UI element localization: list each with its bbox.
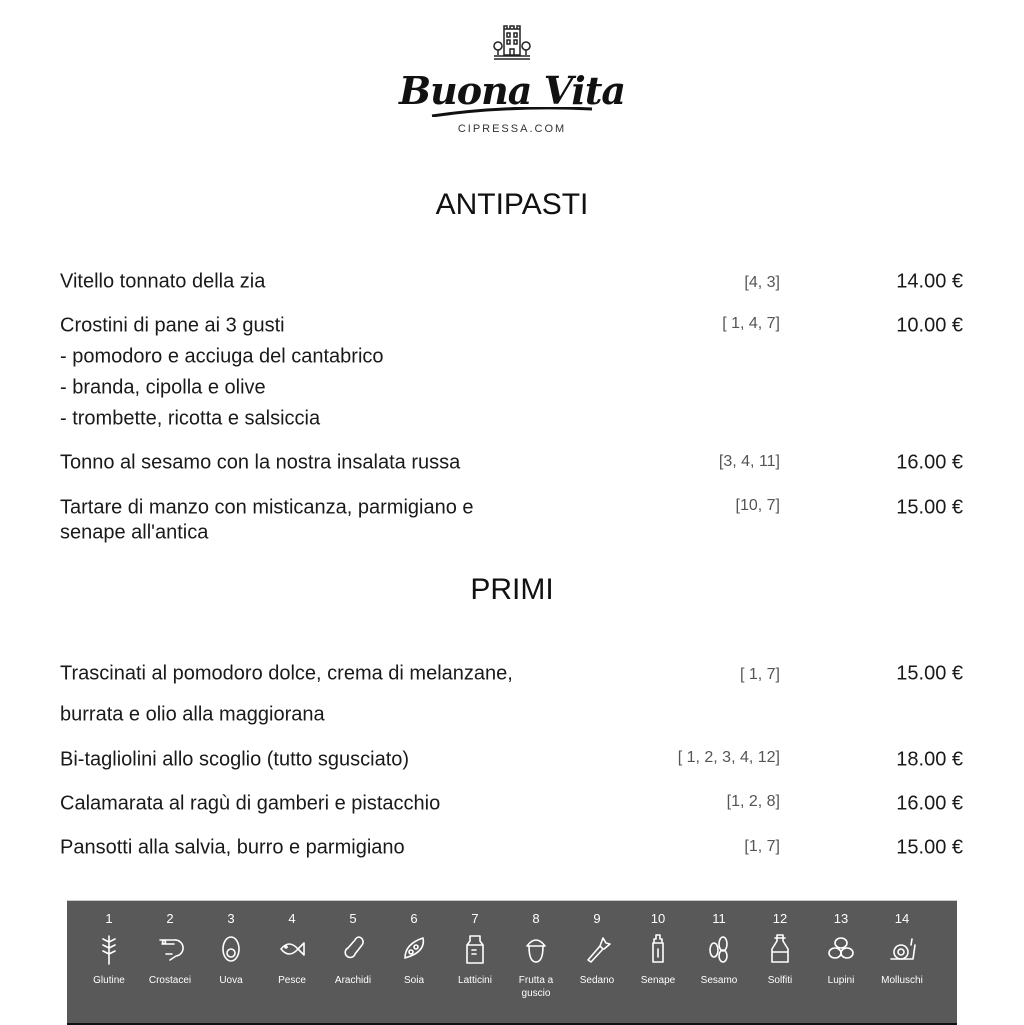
allergen-label: Soia — [403, 975, 424, 986]
allergen-latticini — [445, 911, 505, 987]
mustard-icon — [643, 932, 673, 966]
allergen-number: 11 — [712, 911, 726, 926]
sesame-icon — [704, 932, 734, 966]
menu-item-price: 15.00 € — [896, 662, 963, 685]
egg-icon — [216, 932, 246, 966]
section-title-antipasti: ANTIPASTI — [435, 188, 589, 221]
allergen-label: Senape — [640, 975, 676, 986]
allergen-label: Crostacei — [148, 975, 192, 986]
allergen-arachidi — [323, 911, 383, 987]
allergen-label: Uova — [219, 975, 243, 986]
allergen-legend — [67, 900, 957, 1025]
allergen-number: 9 — [593, 911, 601, 926]
soy-icon — [399, 932, 429, 966]
shrimp-icon — [155, 932, 185, 966]
allergen-number: 14 — [894, 911, 910, 926]
menu-item-allergens: [ 1, 2, 3, 4, 12] — [677, 749, 780, 766]
menu-item-name-cont: senape all'antica — [60, 521, 209, 544]
allergen-number: 10 — [650, 911, 666, 926]
milk-icon — [460, 932, 490, 966]
allergen-number: 8 — [532, 911, 540, 926]
peanut-icon — [338, 932, 368, 966]
menu-item-name: Calamarata al ragù di gamberi e pistacchio — [60, 792, 441, 815]
allergen-number: 5 — [349, 911, 357, 926]
allergen-label: Pesce — [278, 975, 306, 986]
snail-icon — [887, 932, 917, 966]
menu-item-allergens: [4, 3] — [744, 274, 780, 291]
menu-item-name: Trascinati al pomodoro dolce, crema di melanzane, — [60, 662, 513, 685]
nut-icon — [521, 932, 551, 966]
allergen-number: 12 — [772, 911, 788, 926]
allergen-number: 7 — [471, 911, 479, 926]
menu-item-price: 15.00 € — [896, 836, 963, 859]
allergen-lupini — [811, 911, 871, 987]
brand-name: Buona Vita — [399, 68, 625, 113]
allergen-glutine — [79, 911, 139, 987]
allergen-label: Lupini — [827, 975, 855, 986]
logo — [0, 25, 1024, 135]
allergen-crostacei — [140, 911, 200, 987]
allergen-label: Frutta a guscio — [518, 975, 554, 999]
logo-website: CIPRESSA.COM — [457, 123, 567, 135]
menu-item-name: Pansotti alla salvia, burro e parmigiano — [60, 836, 405, 859]
allergen-label: Molluschi — [881, 975, 923, 986]
sulphite-icon — [765, 932, 795, 966]
wheat-icon — [94, 932, 124, 966]
allergen-senape — [628, 911, 688, 987]
menu-item-price: 10.00 € — [896, 314, 963, 337]
allergen-label: Glutine — [93, 975, 125, 986]
allergen-soia — [384, 911, 444, 987]
menu-item-allergens: [1, 2, 8] — [726, 793, 780, 810]
menu-item-name: Crostini di pane ai 3 gusti — [60, 314, 285, 337]
menu-item-detail: - pomodoro e acciuga del cantabrico — [60, 345, 384, 368]
lupin-icon — [826, 932, 856, 966]
menu-item-price: 15.00 € — [896, 496, 963, 519]
menu-item-name: Bi-tagliolini allo scoglio (tutto sgusciato) — [60, 748, 410, 771]
allergen-uova — [201, 911, 261, 987]
allergen-number: 13 — [833, 911, 849, 926]
menu-item-name: Tonno al sesamo con la nostra insalata russa — [60, 451, 461, 474]
allergen-label: Arachidi — [334, 975, 372, 986]
allergen-number: 6 — [410, 911, 418, 926]
menu-item-allergens: [ 1, 4, 7] — [722, 315, 780, 332]
menu-item-detail: - trombette, ricotta e salsiccia — [60, 407, 321, 430]
allergen-number: 3 — [227, 911, 235, 926]
fish-icon — [277, 932, 307, 966]
allergen-pesce — [262, 911, 322, 987]
menu-item-name: Tartare di manzo con misticanza, parmigiano e — [60, 496, 474, 519]
allergen-label: Sesamo — [700, 975, 738, 986]
allergen-molluschi — [872, 911, 932, 987]
allergen-number: 4 — [288, 911, 296, 926]
allergen-label: Solfiti — [767, 975, 793, 986]
menu-item-price: 14.00 € — [896, 270, 963, 293]
allergen-sedano — [567, 911, 627, 987]
allergen-frutta-a-guscio — [506, 911, 566, 1000]
menu-item-allergens: [3, 4, 11] — [718, 453, 780, 470]
menu-item-allergens: [10, 7] — [735, 497, 780, 514]
celery-icon — [582, 932, 612, 966]
allergen-label: Sedano — [579, 975, 615, 986]
allergen-sesamo — [689, 911, 749, 987]
menu-item-allergens: [1, 7] — [744, 838, 780, 855]
menu-item-allergens: [ 1, 7] — [739, 666, 780, 683]
section-title-primi: PRIMI — [470, 573, 554, 606]
allergen-number: 2 — [166, 911, 174, 926]
menu-item-price: 18.00 € — [896, 748, 963, 771]
allergen-solfiti — [750, 911, 810, 987]
allergen-number: 1 — [105, 911, 113, 926]
menu-item-price: 16.00 € — [896, 792, 963, 815]
castle-icon — [492, 25, 532, 61]
allergen-label: Latticini — [458, 975, 492, 986]
menu-item-name-cont: burrata e olio alla maggiorana — [60, 703, 325, 726]
menu-item-price: 16.00 € — [896, 451, 963, 474]
menu-item-detail: - branda, cipolla e olive — [60, 376, 266, 399]
menu-item-name: Vitello tonnato della zia — [60, 270, 266, 293]
